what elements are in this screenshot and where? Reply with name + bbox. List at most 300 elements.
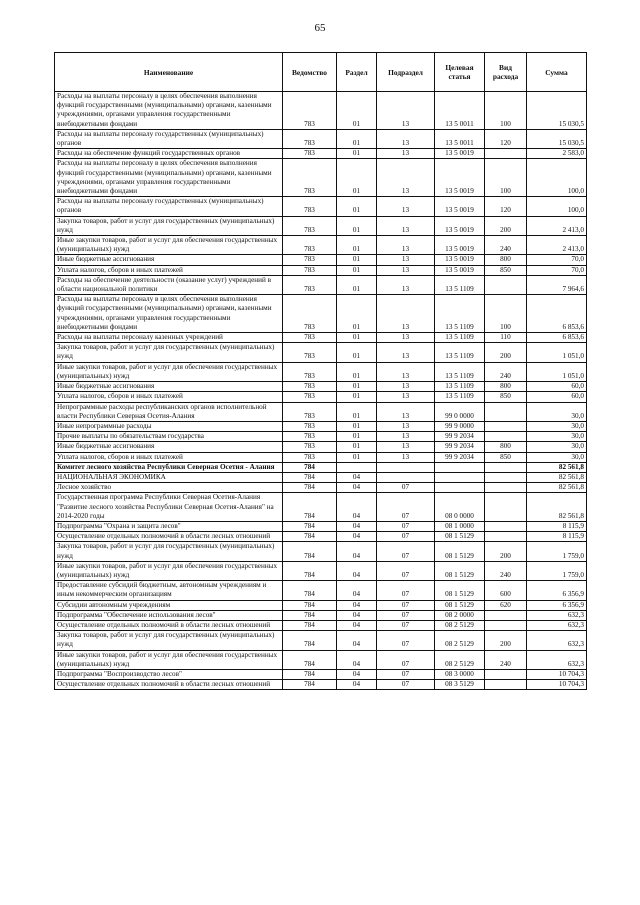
cell-razdel: 01 (337, 432, 377, 442)
cell-summa: 6 853,6 (527, 295, 587, 333)
cell-vedomstvo: 784 (283, 521, 337, 531)
cell-vedomstvo: 783 (283, 382, 337, 392)
table-row (55, 680, 587, 690)
cell-summa: 6 853,6 (527, 333, 587, 343)
cell-name: Подпрограмма "Охрана и защита лесов" (55, 521, 283, 531)
cell-vid: 120 (485, 129, 527, 148)
cell-celevaya: 99 9 0000 (435, 421, 485, 431)
cell-podrazdel: 13 (377, 392, 435, 402)
cell-summa: 8 115,9 (527, 532, 587, 542)
cell-summa: 70,0 (527, 255, 587, 265)
cell-name: Закупка товаров, работ и услуг для государственных (муниципальных) нужд (55, 631, 283, 650)
cell-summa: 30,0 (527, 421, 587, 431)
cell-celevaya: 13 5 0019 (435, 197, 485, 216)
cell-name: Закупка товаров, работ и услуг для государственных (муниципальных) нужд (55, 542, 283, 561)
cell-celevaya: 08 3 5129 (435, 680, 485, 690)
table-row (55, 362, 587, 381)
cell-celevaya (435, 472, 485, 482)
cell-celevaya (435, 462, 485, 472)
cell-razdel: 04 (337, 542, 377, 561)
cell-razdel: 01 (337, 236, 377, 255)
cell-vedomstvo: 784 (283, 680, 337, 690)
table-row (55, 521, 587, 531)
cell-vedomstvo: 783 (283, 236, 337, 255)
cell-podrazdel: 07 (377, 669, 435, 679)
table-row (55, 392, 587, 402)
table-body (55, 92, 587, 690)
cell-summa: 10 704,3 (527, 669, 587, 679)
table-row (55, 561, 587, 580)
cell-podrazdel: 07 (377, 650, 435, 669)
cell-vid: 800 (485, 442, 527, 452)
table-row (55, 493, 587, 522)
cell-podrazdel: 13 (377, 382, 435, 392)
cell-celevaya: 13 5 0019 (435, 236, 485, 255)
cell-summa: 15 030,5 (527, 92, 587, 130)
cell-podrazdel: 13 (377, 333, 435, 343)
cell-summa: 1 759,0 (527, 561, 587, 580)
cell-name: Иные закупки товаров, работ и услуг для обеспечения государственных (муниципальных) нужд (55, 362, 283, 381)
cell-razdel: 04 (337, 561, 377, 580)
cell-summa: 7 964,6 (527, 275, 587, 294)
cell-vid (485, 483, 527, 493)
cell-vid: 200 (485, 542, 527, 561)
cell-vedomstvo: 783 (283, 421, 337, 431)
cell-podrazdel: 13 (377, 149, 435, 159)
table-row (55, 610, 587, 620)
cell-vid: 850 (485, 392, 527, 402)
cell-summa: 30,0 (527, 402, 587, 421)
cell-vid: 200 (485, 631, 527, 650)
cell-vedomstvo: 784 (283, 483, 337, 493)
cell-name: Закупка товаров, работ и услуг для государственных (муниципальных) нужд (55, 343, 283, 362)
cell-podrazdel: 07 (377, 581, 435, 600)
cell-name: Расходы на выплаты персоналу в целях обеспечения выполнения функций государственными (муниципальными) органами, казенными учреждениями, органами управления государственными внебюджетными фондами (55, 92, 283, 130)
cell-celevaya: 08 1 5129 (435, 542, 485, 561)
cell-podrazdel: 07 (377, 680, 435, 690)
cell-razdel: 04 (337, 669, 377, 679)
cell-vedomstvo: 783 (283, 333, 337, 343)
budget-table (54, 52, 587, 690)
cell-vedomstvo: 784 (283, 493, 337, 522)
cell-celevaya: 08 1 0000 (435, 521, 485, 531)
cell-summa: 30,0 (527, 442, 587, 452)
cell-celevaya: 13 5 0019 (435, 265, 485, 275)
cell-razdel: 01 (337, 402, 377, 421)
cell-name: Расходы на выплаты персоналу государственных (муниципальных) органов (55, 197, 283, 216)
cell-name: Иные непрограммные расходы (55, 421, 283, 431)
cell-name: Осуществление отдельных полномочий в области лесных отношений (55, 620, 283, 630)
cell-razdel: 04 (337, 650, 377, 669)
cell-razdel (337, 462, 377, 472)
table-row (55, 669, 587, 679)
table-row (55, 462, 587, 472)
cell-podrazdel: 13 (377, 432, 435, 442)
cell-vedomstvo: 783 (283, 452, 337, 462)
cell-razdel: 01 (337, 382, 377, 392)
cell-summa: 2 413,0 (527, 216, 587, 235)
cell-podrazdel: 13 (377, 442, 435, 452)
cell-name: Непрограммные расходы республиканских органов исполнительной власти Республики Северная Осетия-Алания (55, 402, 283, 421)
cell-vedomstvo: 784 (283, 462, 337, 472)
cell-name: Иные закупки товаров, работ и услуг для обеспечения государственных (муниципальных) нужд (55, 561, 283, 580)
table-row (55, 442, 587, 452)
cell-name: Государственная программа Республики Северная Осетия-Алания "Развитие лесного хозяйства Республики Северная Осетия-Алания" на 2014-2020 годы (55, 493, 283, 522)
cell-podrazdel: 13 (377, 159, 435, 197)
table-row (55, 402, 587, 421)
cell-summa: 632,3 (527, 650, 587, 669)
cell-podrazdel: 13 (377, 343, 435, 362)
cell-razdel: 04 (337, 521, 377, 531)
cell-vid (485, 680, 527, 690)
cell-summa: 82 561,8 (527, 462, 587, 472)
table-row (55, 483, 587, 493)
cell-vid: 100 (485, 92, 527, 130)
cell-razdel: 01 (337, 149, 377, 159)
header-vid: Вид расхода (485, 53, 527, 92)
cell-podrazdel: 13 (377, 402, 435, 421)
cell-name: Уплата налогов, сборов и иных платежей (55, 452, 283, 462)
table-row (55, 149, 587, 159)
cell-name: Иные закупки товаров, работ и услуг для обеспечения государственных (муниципальных) нужд (55, 236, 283, 255)
cell-podrazdel: 13 (377, 216, 435, 235)
cell-summa: 82 561,8 (527, 493, 587, 522)
cell-vid: 240 (485, 236, 527, 255)
cell-vid: 600 (485, 581, 527, 600)
cell-vedomstvo: 783 (283, 129, 337, 148)
cell-celevaya: 99 9 2034 (435, 442, 485, 452)
cell-razdel: 04 (337, 483, 377, 493)
cell-vedomstvo: 783 (283, 92, 337, 130)
cell-vid: 100 (485, 159, 527, 197)
cell-podrazdel: 07 (377, 532, 435, 542)
cell-summa: 1 759,0 (527, 542, 587, 561)
cell-name: Иные бюджетные ассигнования (55, 442, 283, 452)
cell-vid: 110 (485, 333, 527, 343)
cell-vid (485, 521, 527, 531)
cell-vid (485, 493, 527, 522)
budget-table-container (54, 52, 586, 690)
cell-name: Иные бюджетные ассигнования (55, 382, 283, 392)
cell-celevaya: 13 5 1109 (435, 275, 485, 294)
cell-razdel: 01 (337, 92, 377, 130)
cell-celevaya: 13 5 0019 (435, 216, 485, 235)
cell-summa: 70,0 (527, 265, 587, 275)
cell-vid: 850 (485, 265, 527, 275)
cell-vid: 800 (485, 382, 527, 392)
cell-vedomstvo: 784 (283, 610, 337, 620)
cell-celevaya (435, 483, 485, 493)
cell-vedomstvo: 783 (283, 442, 337, 452)
table-row (55, 275, 587, 294)
cell-razdel: 01 (337, 333, 377, 343)
table-row (55, 129, 587, 148)
cell-podrazdel: 13 (377, 92, 435, 130)
cell-name: Иные закупки товаров, работ и услуг для обеспечения государственных (муниципальных) нужд (55, 650, 283, 669)
cell-vid (485, 462, 527, 472)
table-header-row (55, 53, 587, 92)
table-row (55, 265, 587, 275)
cell-razdel: 01 (337, 159, 377, 197)
cell-vid: 240 (485, 561, 527, 580)
cell-summa: 100,0 (527, 197, 587, 216)
cell-vedomstvo: 783 (283, 295, 337, 333)
cell-vid: 200 (485, 343, 527, 362)
cell-vedomstvo: 783 (283, 343, 337, 362)
cell-razdel: 04 (337, 581, 377, 600)
cell-vid: 200 (485, 216, 527, 235)
header-celevaya: Целевая статья (435, 53, 485, 92)
cell-vid (485, 620, 527, 630)
table-row (55, 255, 587, 265)
cell-vedomstvo: 783 (283, 159, 337, 197)
cell-name: Расходы на обеспечение функций государственных органов (55, 149, 283, 159)
cell-summa: 60,0 (527, 382, 587, 392)
cell-name: Комитет лесного хозяйства Республики Северная Осетия - Алания (55, 462, 283, 472)
cell-razdel: 01 (337, 255, 377, 265)
cell-name: Осуществление отдельных полномочий в области лесных отношений (55, 532, 283, 542)
cell-vedomstvo: 784 (283, 620, 337, 630)
cell-celevaya: 13 5 0019 (435, 255, 485, 265)
cell-summa: 60,0 (527, 392, 587, 402)
cell-vid (485, 149, 527, 159)
cell-razdel: 04 (337, 532, 377, 542)
cell-vedomstvo: 783 (283, 197, 337, 216)
cell-vedomstvo: 783 (283, 216, 337, 235)
cell-vid (485, 402, 527, 421)
cell-vid (485, 472, 527, 482)
cell-summa: 82 561,8 (527, 472, 587, 482)
cell-razdel: 01 (337, 265, 377, 275)
cell-vedomstvo: 784 (283, 581, 337, 600)
cell-vedomstvo: 784 (283, 631, 337, 650)
cell-celevaya: 13 5 1109 (435, 295, 485, 333)
cell-summa: 15 030,5 (527, 129, 587, 148)
cell-vedomstvo: 784 (283, 561, 337, 580)
cell-name: Прочие выплаты по обязательствам государства (55, 432, 283, 442)
cell-summa: 6 356,9 (527, 581, 587, 600)
cell-summa: 30,0 (527, 432, 587, 442)
cell-name: Осуществление отдельных полномочий в области лесных отношений (55, 680, 283, 690)
cell-vid: 100 (485, 295, 527, 333)
cell-celevaya: 13 5 1109 (435, 343, 485, 362)
cell-celevaya: 13 5 1109 (435, 362, 485, 381)
cell-vedomstvo: 784 (283, 542, 337, 561)
table-row (55, 650, 587, 669)
header-name: Наименование (55, 53, 283, 92)
cell-summa: 1 051,0 (527, 343, 587, 362)
cell-summa: 82 561,8 (527, 483, 587, 493)
cell-razdel: 01 (337, 343, 377, 362)
header-podrazdel: Подраздел (377, 53, 435, 92)
table-row (55, 382, 587, 392)
cell-vedomstvo: 783 (283, 402, 337, 421)
table-row (55, 343, 587, 362)
cell-name: Закупка товаров, работ и услуг для государственных (муниципальных) нужд (55, 216, 283, 235)
cell-vedomstvo: 784 (283, 669, 337, 679)
cell-vid: 620 (485, 600, 527, 610)
cell-vedomstvo: 784 (283, 600, 337, 610)
cell-name: НАЦИОНАЛЬНАЯ ЭКОНОМИКА (55, 472, 283, 482)
cell-vedomstvo: 784 (283, 532, 337, 542)
cell-vedomstvo: 783 (283, 392, 337, 402)
cell-podrazdel: 07 (377, 521, 435, 531)
cell-name: Уплата налогов, сборов и иных платежей (55, 265, 283, 275)
cell-razdel: 01 (337, 275, 377, 294)
cell-celevaya: 99 9 2034 (435, 432, 485, 442)
cell-vedomstvo: 784 (283, 650, 337, 669)
cell-podrazdel: 07 (377, 610, 435, 620)
cell-summa: 10 704,3 (527, 680, 587, 690)
header-vedomstvo: Ведомство (283, 53, 337, 92)
cell-podrazdel: 13 (377, 197, 435, 216)
cell-celevaya: 08 1 5129 (435, 561, 485, 580)
cell-podrazdel: 07 (377, 561, 435, 580)
cell-razdel: 01 (337, 392, 377, 402)
cell-celevaya: 08 2 0000 (435, 610, 485, 620)
cell-celevaya: 99 9 2034 (435, 452, 485, 462)
cell-name: Расходы на выплаты персоналу в целях обеспечения выполнения функций государственными (муниципальными) органами, казенными учреждениями, органами управления государственными внебюджетными фондами (55, 159, 283, 197)
cell-celevaya: 13 5 0011 (435, 92, 485, 130)
cell-name: Расходы на выплаты персоналу в целях обеспечения выполнения функций государственными (муниципальными) органами, казенными учреждениями, органами управления государственными внебюджетными фондами (55, 295, 283, 333)
cell-razdel: 01 (337, 216, 377, 235)
cell-vid (485, 669, 527, 679)
cell-celevaya: 08 2 5129 (435, 650, 485, 669)
cell-celevaya: 08 1 5129 (435, 532, 485, 542)
cell-summa: 632,3 (527, 610, 587, 620)
cell-celevaya: 08 2 5129 (435, 620, 485, 630)
table-row (55, 92, 587, 130)
cell-vedomstvo: 783 (283, 255, 337, 265)
cell-podrazdel: 13 (377, 265, 435, 275)
cell-vid (485, 275, 527, 294)
table-row (55, 216, 587, 235)
cell-summa: 2 583,0 (527, 149, 587, 159)
cell-name: Субсидии автономным учреждениям (55, 600, 283, 610)
cell-podrazdel (377, 462, 435, 472)
cell-razdel: 01 (337, 295, 377, 333)
cell-celevaya: 08 1 5129 (435, 581, 485, 600)
cell-name: Лесное хозяйство (55, 483, 283, 493)
cell-name: Расходы на выплаты персоналу государственных (муниципальных) органов (55, 129, 283, 148)
cell-summa: 30,0 (527, 452, 587, 462)
cell-razdel: 04 (337, 620, 377, 630)
header-summa: Сумма (527, 53, 587, 92)
cell-name: Подпрограмма "Обеспечение использования лесов" (55, 610, 283, 620)
cell-podrazdel (377, 472, 435, 482)
cell-podrazdel: 07 (377, 600, 435, 610)
table-row (55, 421, 587, 431)
cell-vedomstvo: 784 (283, 472, 337, 482)
cell-celevaya: 08 2 5129 (435, 631, 485, 650)
cell-summa: 8 115,9 (527, 521, 587, 531)
cell-razdel: 04 (337, 631, 377, 650)
cell-summa: 100,0 (527, 159, 587, 197)
cell-summa: 632,3 (527, 620, 587, 630)
cell-celevaya: 13 5 1109 (435, 333, 485, 343)
cell-podrazdel: 07 (377, 493, 435, 522)
cell-summa: 2 413,0 (527, 236, 587, 255)
cell-vid (485, 610, 527, 620)
table-row (55, 236, 587, 255)
cell-vedomstvo: 783 (283, 275, 337, 294)
cell-vedomstvo: 783 (283, 149, 337, 159)
cell-podrazdel: 07 (377, 542, 435, 561)
cell-podrazdel: 13 (377, 295, 435, 333)
cell-razdel: 04 (337, 493, 377, 522)
cell-razdel: 04 (337, 600, 377, 610)
cell-celevaya: 13 5 0019 (435, 159, 485, 197)
cell-razdel: 01 (337, 129, 377, 148)
cell-summa: 632,3 (527, 631, 587, 650)
cell-celevaya: 13 5 0019 (435, 149, 485, 159)
cell-podrazdel: 13 (377, 255, 435, 265)
page-number: 65 (314, 22, 326, 34)
cell-razdel: 01 (337, 421, 377, 431)
cell-razdel: 04 (337, 610, 377, 620)
cell-name: Расходы на обеспечение деятельности (оказание услуг) учреждений в области национальной политики (55, 275, 283, 294)
cell-name: Расходы на выплаты персоналу казенных учреждений (55, 333, 283, 343)
cell-podrazdel: 13 (377, 129, 435, 148)
cell-podrazdel: 13 (377, 421, 435, 431)
table-row (55, 600, 587, 610)
cell-vid: 240 (485, 362, 527, 381)
cell-razdel: 01 (337, 442, 377, 452)
cell-vedomstvo: 783 (283, 265, 337, 275)
table-row (55, 532, 587, 542)
cell-celevaya: 13 5 0011 (435, 129, 485, 148)
table-row (55, 432, 587, 442)
cell-celevaya: 08 3 0000 (435, 669, 485, 679)
table-row (55, 295, 587, 333)
cell-vid (485, 532, 527, 542)
cell-razdel: 04 (337, 472, 377, 482)
cell-vid: 240 (485, 650, 527, 669)
cell-podrazdel: 13 (377, 452, 435, 462)
table-row (55, 472, 587, 482)
cell-celevaya: 99 0 0000 (435, 402, 485, 421)
cell-celevaya: 08 0 0000 (435, 493, 485, 522)
cell-vedomstvo: 783 (283, 432, 337, 442)
cell-vedomstvo: 783 (283, 362, 337, 381)
table-row (55, 452, 587, 462)
cell-razdel: 01 (337, 362, 377, 381)
cell-name: Подпрограмма "Воспроизводство лесов" (55, 669, 283, 679)
cell-podrazdel: 13 (377, 236, 435, 255)
cell-vid: 850 (485, 452, 527, 462)
table-row (55, 631, 587, 650)
table-row (55, 197, 587, 216)
cell-summa: 6 356,9 (527, 600, 587, 610)
table-row (55, 333, 587, 343)
table-row (55, 581, 587, 600)
cell-celevaya: 13 5 1109 (435, 382, 485, 392)
cell-name: Иные бюджетные ассигнования (55, 255, 283, 265)
header-razdel: Раздел (337, 53, 377, 92)
cell-podrazdel: 07 (377, 620, 435, 630)
cell-razdel: 01 (337, 452, 377, 462)
cell-vid: 120 (485, 197, 527, 216)
cell-name: Предоставление субсидий бюджетным, автономным учреждениям и иным некоммерческим организациям (55, 581, 283, 600)
cell-podrazdel: 07 (377, 631, 435, 650)
cell-podrazdel: 07 (377, 483, 435, 493)
cell-razdel: 04 (337, 680, 377, 690)
cell-celevaya: 13 5 1109 (435, 392, 485, 402)
cell-vid (485, 421, 527, 431)
cell-celevaya: 08 1 5129 (435, 600, 485, 610)
cell-vid (485, 432, 527, 442)
table-row (55, 620, 587, 630)
